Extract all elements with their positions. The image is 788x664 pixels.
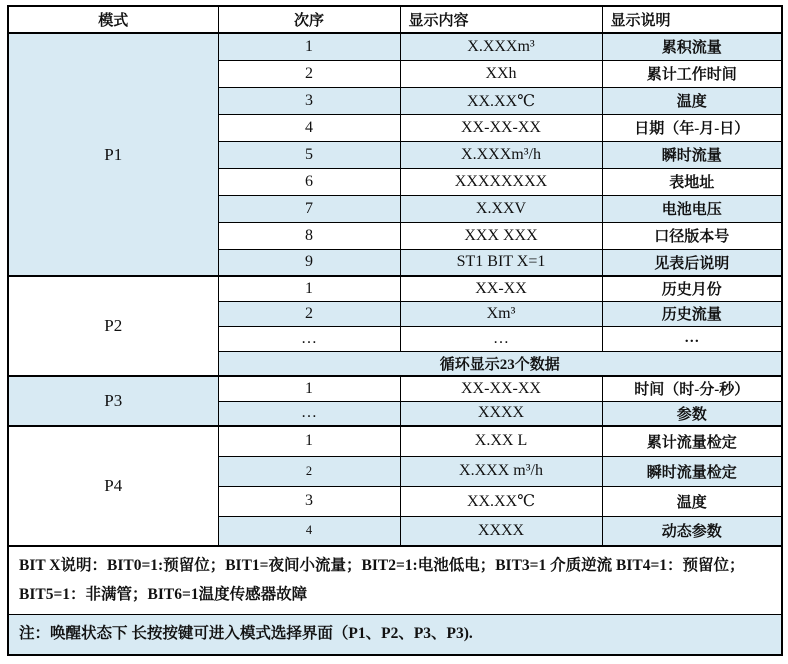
seq-cell: 3 bbox=[218, 87, 400, 114]
mode-cell: P3 bbox=[8, 376, 218, 426]
content-cell: ST1 BIT X=1 bbox=[400, 249, 602, 276]
seq-cell: 1 bbox=[218, 426, 400, 456]
desc-cell: 口径版本号 bbox=[602, 222, 782, 249]
seq-cell: 6 bbox=[218, 168, 400, 195]
content-cell: XXXX bbox=[400, 401, 602, 426]
desc-cell: 见表后说明 bbox=[602, 249, 782, 276]
desc-cell: 时间（时-分-秒） bbox=[602, 376, 782, 401]
content-cell: XX-XX-XX bbox=[400, 114, 602, 141]
note-row bbox=[8, 546, 782, 615]
seq-cell: 4 bbox=[218, 516, 400, 546]
content-cell: X.XXXm³ bbox=[400, 33, 602, 60]
seq-cell: 2 bbox=[218, 456, 400, 486]
desc-cell: 表地址 bbox=[602, 168, 782, 195]
desc-cell: 日期（年-月-日） bbox=[602, 114, 782, 141]
desc-cell: 温度 bbox=[602, 486, 782, 516]
table-row bbox=[8, 33, 782, 60]
content-cell: XX-XX bbox=[400, 276, 602, 301]
table-row bbox=[8, 426, 782, 456]
seq-cell: 8 bbox=[218, 222, 400, 249]
seq-cell: 1 bbox=[218, 33, 400, 60]
seq-cell: 7 bbox=[218, 195, 400, 222]
desc-cell: 累计工作时间 bbox=[602, 60, 782, 87]
note-row bbox=[8, 615, 782, 655]
mode-cell: P1 bbox=[8, 33, 218, 276]
seq-cell: 1 bbox=[218, 276, 400, 301]
seq-cell: 5 bbox=[218, 141, 400, 168]
seq-cell: … bbox=[218, 401, 400, 426]
table-row bbox=[8, 276, 782, 301]
desc-cell: 动态参数 bbox=[602, 516, 782, 546]
content-cell: XXh bbox=[400, 60, 602, 87]
note-text: 注：唤醒状态下 长按按键可进入模式选择界面（P1、P2、P3、P3). bbox=[8, 615, 782, 655]
mode-cell: P4 bbox=[8, 426, 218, 546]
desc-cell: 瞬时流量 bbox=[602, 141, 782, 168]
content-cell: X.XXXm³/h bbox=[400, 141, 602, 168]
desc-cell: 瞬时流量检定 bbox=[602, 456, 782, 486]
seq-cell: 2 bbox=[218, 301, 400, 326]
content-cell: XXXX bbox=[400, 516, 602, 546]
seq-cell: 2 bbox=[218, 60, 400, 87]
table-row bbox=[8, 376, 782, 401]
mode-cell: P2 bbox=[8, 276, 218, 376]
note-text: BIT X说明：BIT0=1:预留位；BIT1=夜间小流量；BIT2=1:电池低电；BIT3=1 介质逆流 BIT4=1：预留位；BIT5=1：非满管；BIT6=1温度传感器故障 bbox=[8, 546, 782, 615]
header-cell-content: 显示内容 bbox=[400, 6, 602, 33]
header-row bbox=[8, 6, 782, 33]
header-cell-mode: 模式 bbox=[8, 6, 218, 33]
desc-cell: 历史月份 bbox=[602, 276, 782, 301]
desc-cell: 累积流量 bbox=[602, 33, 782, 60]
desc-cell: 历史流量 bbox=[602, 301, 782, 326]
content-cell: X.XX L bbox=[400, 426, 602, 456]
content-cell: XX-XX-XX bbox=[400, 376, 602, 401]
table-header bbox=[8, 6, 782, 33]
seq-cell: … bbox=[218, 326, 400, 351]
table-body bbox=[8, 33, 782, 655]
seq-cell: 9 bbox=[218, 249, 400, 276]
display-mode-table bbox=[7, 5, 783, 656]
desc-cell: … bbox=[602, 326, 782, 351]
desc-cell: 参数 bbox=[602, 401, 782, 426]
content-cell: X.XXV bbox=[400, 195, 602, 222]
header-cell-desc: 显示说明 bbox=[602, 6, 782, 33]
content-cell: XX.XX℃ bbox=[400, 87, 602, 114]
content-cell: XXXXXXXX bbox=[400, 168, 602, 195]
desc-cell: 电池电压 bbox=[602, 195, 782, 222]
seq-cell: 1 bbox=[218, 376, 400, 401]
desc-cell: 温度 bbox=[602, 87, 782, 114]
seq-cell: 4 bbox=[218, 114, 400, 141]
seq-cell: 3 bbox=[218, 486, 400, 516]
header-cell-seq: 次序 bbox=[218, 6, 400, 33]
content-cell: Xm³ bbox=[400, 301, 602, 326]
desc-cell: 累计流量检定 bbox=[602, 426, 782, 456]
content-cell: X.XXX m³/h bbox=[400, 456, 602, 486]
content-cell: XX.XX℃ bbox=[400, 486, 602, 516]
content-cell: … bbox=[400, 326, 602, 351]
merged-info-cell: 循环显示23个数据 bbox=[218, 351, 782, 376]
content-cell: XXX XXX bbox=[400, 222, 602, 249]
